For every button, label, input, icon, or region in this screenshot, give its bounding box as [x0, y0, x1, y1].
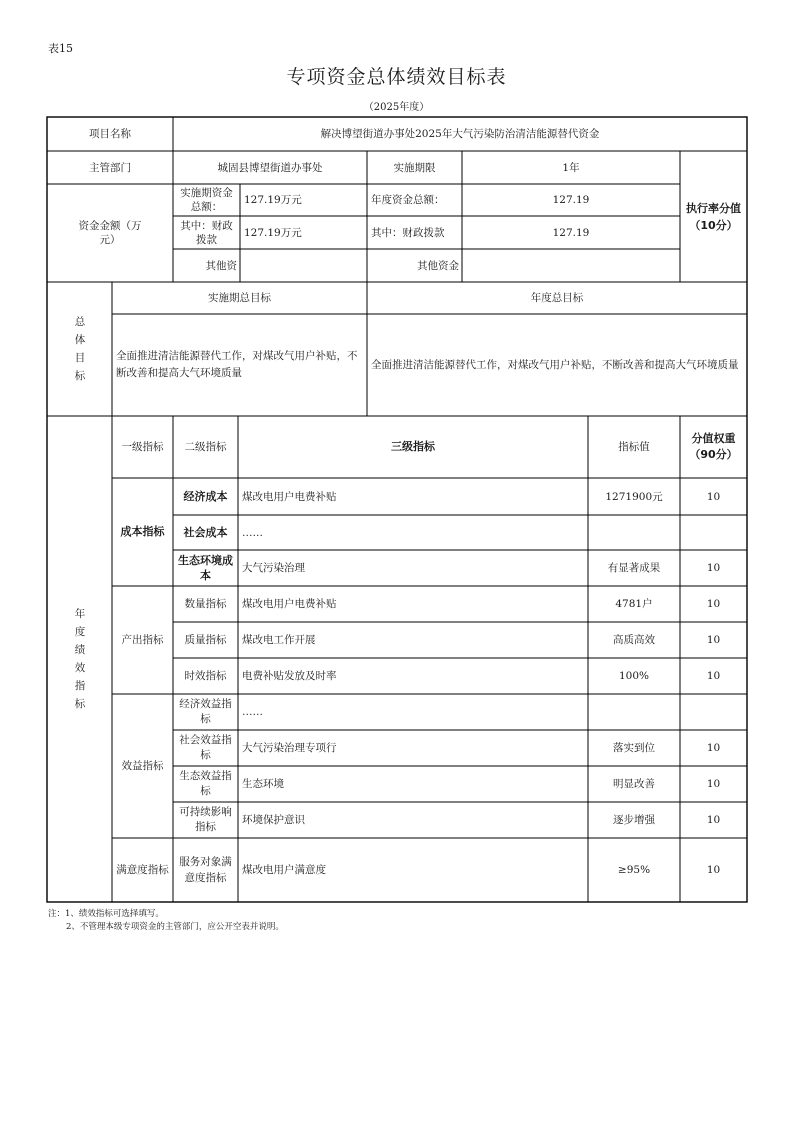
indicator-weight: 10 — [706, 864, 721, 876]
dept-label: 主管部门 — [89, 161, 131, 174]
indicator-level3: 电费补贴发放及时率 — [242, 670, 337, 682]
indicator-weight — [680, 694, 747, 730]
indicator-level3: 煤改电用户电费补贴 — [242, 490, 337, 503]
indicator-level3: …… — [242, 526, 263, 539]
fiscal-allocation-label: 其中：财政拨款 — [180, 219, 233, 246]
indicator-weight: 10 — [706, 634, 721, 646]
indicator-level2: 服务对象满意度指标 — [179, 856, 232, 884]
total-period-fund-label: 实施期资金总额： — [180, 187, 233, 213]
fiscal-allocation-value: 127.19万元 — [244, 226, 302, 239]
indicator-level3: 大气污染治理 — [242, 562, 305, 574]
annual-fiscal-allocation-label: 其中：财政拨款 — [371, 226, 445, 239]
period-value: 1年 — [562, 161, 580, 174]
indicator-value: 明显改善 — [613, 778, 655, 790]
satisfaction-indicators-group: 满意度指标 — [116, 864, 169, 876]
indicator-level2: 经济效益指标 — [179, 698, 232, 725]
indicator-weight: 10 — [706, 778, 721, 790]
project-name-label: 项目名称 — [89, 128, 131, 140]
indicator-value — [588, 515, 680, 550]
indicator-weight: 10 — [706, 742, 721, 754]
indicator-level3: 煤改电用户电费补贴 — [242, 598, 337, 610]
indicator-value — [588, 694, 680, 730]
indicator-level2: 社会效益指标 — [179, 734, 232, 761]
indicator-level3: 环境保护意识 — [242, 814, 305, 826]
indicator-level3: 生态环境 — [242, 778, 284, 790]
table-number: 表15 — [48, 42, 73, 55]
indicator-weight: 10 — [706, 814, 721, 826]
level2-header: 二级指标 — [184, 441, 227, 453]
level1-header: 一级指标 — [121, 441, 164, 453]
total-period-fund-value: 127.19万元 — [244, 194, 302, 206]
annual-fund-value: 127.19 — [552, 194, 590, 206]
indicator-value: 落实到位 — [613, 742, 655, 754]
annual-fund-label: 年度资金总额： — [371, 194, 445, 206]
indicator-value: 有显著成果 — [607, 562, 661, 574]
indicator-level2: 生态效益指标 — [179, 770, 232, 797]
annual-other-funds-label: 其他资金 — [417, 259, 459, 272]
other-funds-label: 其他资 — [205, 259, 237, 272]
indicator-level3: 煤改电用户满意度 — [242, 864, 326, 876]
indicator-level2: 社会成本 — [183, 525, 228, 539]
annual-fiscal-allocation-value: 127.19 — [552, 226, 590, 239]
footnote: 注：1、绩效指标可选择填写。 — [48, 909, 164, 919]
indicator-level2: 可持续影响指标 — [179, 806, 232, 833]
period-goal-header: 实施期总目标 — [208, 292, 271, 304]
indicator-value: ≥95% — [617, 864, 651, 876]
indicator-value: 逐步增强 — [613, 814, 655, 826]
footnotes — [48, 908, 284, 934]
overall-goals-side-label: 总体目标 — [74, 316, 86, 382]
indicator-level2: 质量指标 — [184, 634, 227, 646]
output-indicators-group: 产出指标 — [121, 634, 164, 646]
annual-indicators-side-label: 年度绩效指标 — [74, 608, 86, 710]
level3-header: 三级指标 — [391, 440, 435, 453]
indicator-value: 4781户 — [615, 598, 653, 610]
weight-header: 分值权重（90分） — [689, 432, 738, 461]
indicator-level3: 大气污染治理专项行 — [242, 742, 337, 754]
indicator-value-header: 指标值 — [618, 441, 650, 453]
page-title: 专项资金总体绩效目标表 — [286, 66, 507, 88]
indicator-weight: 10 — [706, 598, 721, 610]
period-label: 实施期限 — [393, 161, 436, 174]
indicator-value: 高质高效 — [613, 634, 655, 646]
period-goal-text: 全面推进清洁能源替代工作，对煤改气用户补贴，不断改善和提高大气环境质量 — [116, 350, 358, 379]
fund-amount-label: 资金金额（万元） — [78, 220, 142, 246]
fiscal-year: （2025年度） — [363, 102, 430, 113]
cost-indicators-group: 成本指标 — [120, 525, 165, 538]
annual-goal-text: 全面推进清洁能源替代工作，对煤改气用户补贴，不断改善和提高大气环境质量 — [371, 358, 739, 371]
indicator-level2: 生态环境成本 — [178, 554, 233, 582]
footnote: 2、不管理本级专项资金的主管部门，应公开空表并说明。 — [66, 922, 284, 932]
indicator-value: 1271900元 — [605, 490, 663, 503]
indicator-level3: …… — [242, 706, 263, 718]
indicator-level2: 时效指标 — [184, 670, 227, 682]
indicator-weight: 10 — [706, 562, 721, 574]
annual-goal-header: 年度总目标 — [530, 292, 584, 304]
indicator-level2: 数量指标 — [184, 598, 227, 610]
indicator-weight: 10 — [706, 490, 721, 503]
execution-rate-score-label: 执行率分值（10分） — [686, 201, 741, 232]
indicator-level3: 煤改电工作开展 — [242, 634, 316, 646]
indicator-value: 100% — [618, 670, 650, 682]
project-name-value: 解决博望街道办事处2025年大气污染防治清洁能源替代资金 — [320, 128, 600, 140]
benefit-indicators-group: 效益指标 — [121, 760, 164, 772]
indicator-level2: 经济成本 — [183, 489, 228, 503]
indicator-weight: 10 — [706, 670, 721, 682]
indicator-weight — [680, 515, 747, 550]
dept-value: 城固县博望街道办事处 — [217, 161, 323, 174]
